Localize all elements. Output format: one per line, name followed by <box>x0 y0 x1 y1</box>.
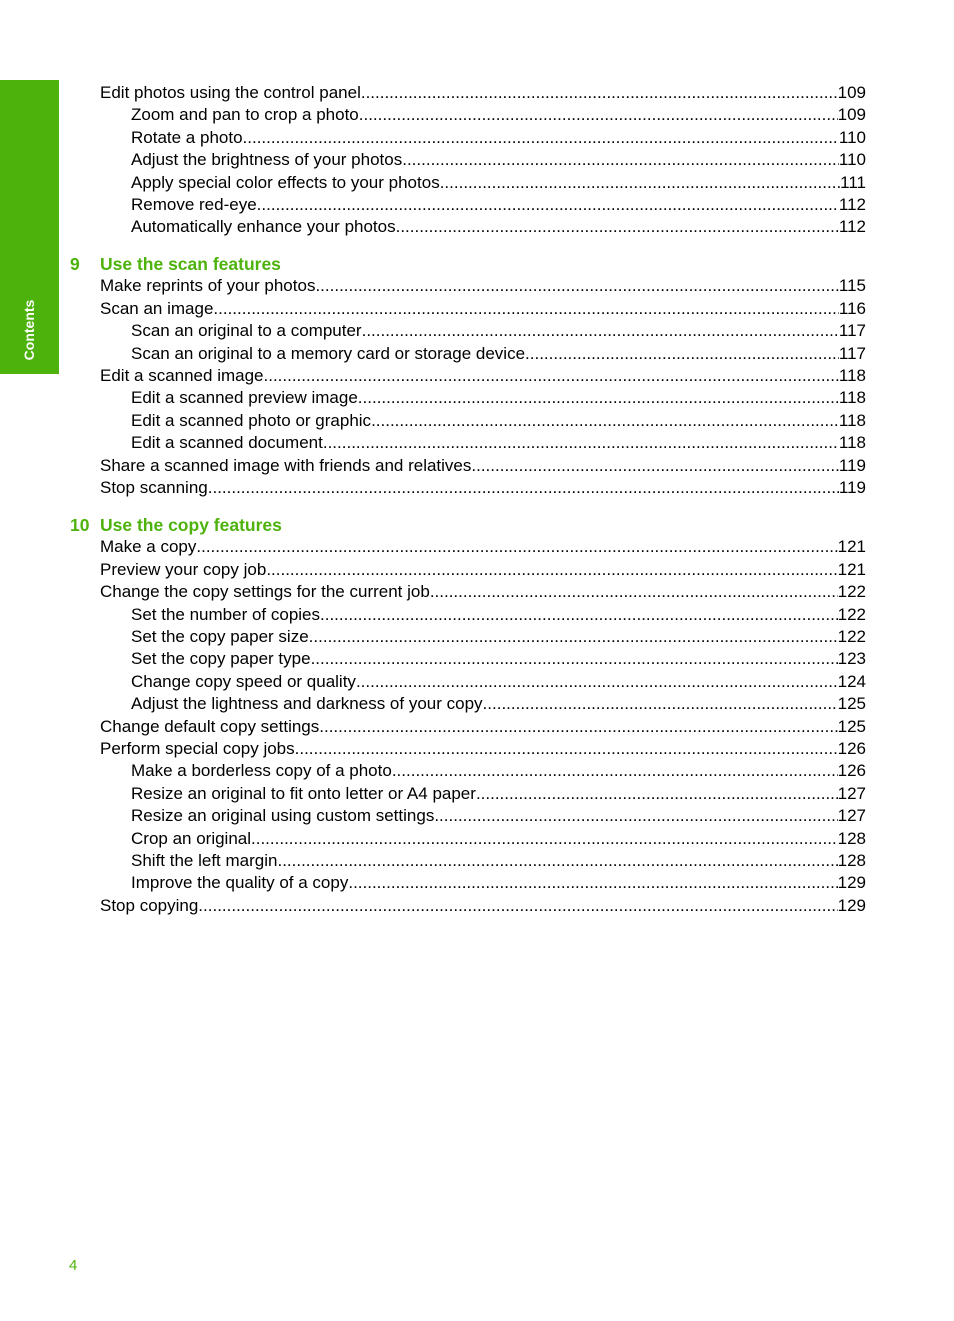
dot-leader <box>251 828 838 850</box>
toc-entry-title: Scan an original to a memory card or storage device <box>131 343 526 363</box>
toc-entry-page: 129 <box>837 873 866 893</box>
toc-entry-title: Make a borderless copy of a photo <box>131 761 392 781</box>
toc-entry-page: 127 <box>837 783 866 803</box>
dot-leader <box>243 127 839 149</box>
dot-leader <box>266 559 837 581</box>
dot-leader <box>358 387 839 409</box>
toc-entry[interactable] <box>100 82 866 104</box>
toc-entry-page: 110 <box>838 127 866 147</box>
toc-entry[interactable] <box>100 275 866 297</box>
toc-entry-page: 122 <box>837 604 866 624</box>
toc-entry-page: 125 <box>837 694 866 714</box>
dot-leader <box>264 365 839 387</box>
toc-entry[interactable] <box>100 477 866 499</box>
dot-leader <box>371 410 839 432</box>
toc-entry-title: Shift the left margin <box>131 851 278 870</box>
toc-entry-page: 121 <box>837 559 866 579</box>
toc-entry-page: 122 <box>837 627 866 646</box>
toc-entry-title: Make a copy <box>100 537 197 557</box>
toc-entry-title: Edit a scanned preview image <box>131 388 358 408</box>
toc-entry-page: 112 <box>838 195 866 214</box>
dot-leader <box>362 320 839 342</box>
toc-entry-title: Change copy speed or quality <box>131 671 356 691</box>
chapter-title: Use the copy features <box>100 515 282 535</box>
dot-leader <box>440 172 840 194</box>
toc-entry[interactable] <box>100 365 866 387</box>
toc-entry-title: Resize an original using custom settings <box>131 806 435 826</box>
toc-entry[interactable] <box>131 648 866 670</box>
chapter-heading[interactable] <box>70 514 282 536</box>
toc-entry-title: Perform special copy jobs <box>100 739 295 758</box>
toc-entry[interactable] <box>100 716 866 738</box>
dot-leader <box>309 626 838 648</box>
toc-entry[interactable] <box>131 693 866 715</box>
dot-leader <box>198 895 837 917</box>
toc-entry-title: Scan an original to a computer <box>131 321 362 341</box>
toc-entry[interactable] <box>131 320 866 342</box>
toc-entry-page: 123 <box>837 649 866 669</box>
toc-entry-title: Edit a scanned image <box>100 366 264 385</box>
dot-leader <box>311 648 838 670</box>
toc-entry-page: 109 <box>837 83 866 102</box>
toc-entry-page: 118 <box>838 433 866 453</box>
toc-entry-page: 110 <box>838 150 866 170</box>
toc-entry-title: Stop copying <box>100 895 199 915</box>
toc-entry[interactable] <box>131 127 866 149</box>
toc-entry-page: 126 <box>837 739 866 758</box>
side-tab-label: Contents <box>21 299 37 361</box>
toc-entry[interactable] <box>131 805 866 827</box>
toc-entry-page: 118 <box>838 388 866 408</box>
toc-entry-page: 126 <box>837 761 866 781</box>
dot-leader <box>295 738 838 760</box>
toc-entry-title: Change the copy settings for the current job <box>100 582 430 602</box>
toc-entry-title: Automatically enhance your photos <box>131 217 396 237</box>
toc-entry-title: Make reprints of your photos <box>100 276 316 296</box>
toc-entry-title: Set the copy paper type <box>131 649 311 669</box>
toc-entry[interactable] <box>131 216 866 238</box>
toc-entry-title: Crop an original <box>131 828 252 848</box>
toc-entry-title: Rotate a photo <box>131 127 243 147</box>
toc-entry-title: Share a scanned image with friends and relatives <box>100 455 472 475</box>
dot-leader <box>196 536 837 558</box>
toc-entry-title: Set the number of copies <box>131 604 321 624</box>
toc-entry[interactable] <box>131 850 866 872</box>
toc-entry-page: 117 <box>838 343 866 363</box>
toc-entry-page: 109 <box>837 105 866 125</box>
toc-entry[interactable] <box>100 738 866 760</box>
dot-leader <box>483 693 838 715</box>
dot-leader <box>320 604 838 626</box>
toc-entry-page: 112 <box>838 217 866 237</box>
toc-entry-title: Set the copy paper size <box>131 627 309 646</box>
toc-entry[interactable] <box>131 194 866 216</box>
toc-entry-page: 128 <box>837 828 866 848</box>
toc-entry[interactable] <box>131 343 866 365</box>
toc-entry[interactable] <box>100 298 866 320</box>
toc-entry-page: 122 <box>837 582 866 602</box>
toc-entry[interactable] <box>131 626 866 648</box>
toc-entry-page: 118 <box>838 410 866 430</box>
toc-entry-title: Change default copy settings <box>100 716 320 736</box>
toc-entry-title: Adjust the lightness and darkness of your copy <box>131 694 483 714</box>
page-number: 4 <box>69 1257 78 1274</box>
toc-entry-page: 116 <box>838 298 866 318</box>
toc-entry-title: Adjust the brightness of your photos <box>131 150 403 170</box>
dot-leader <box>277 850 837 872</box>
dot-leader <box>392 760 838 782</box>
chapter-number: 10 <box>70 515 90 535</box>
toc-entry-page: 119 <box>838 455 866 475</box>
dot-leader <box>348 872 837 894</box>
toc-entry-page: 117 <box>838 321 866 341</box>
toc-entry-title: Preview your copy job <box>100 559 267 579</box>
toc-entry[interactable] <box>100 581 866 603</box>
toc-entry-page: 118 <box>838 366 866 385</box>
toc-entry-page: 124 <box>837 671 866 691</box>
toc-entry-title: Edit a scanned document <box>131 433 323 453</box>
toc-entry[interactable] <box>131 760 866 782</box>
toc-entry[interactable] <box>131 604 866 626</box>
dot-leader <box>430 581 838 603</box>
toc-entry-page: 127 <box>837 806 866 826</box>
toc-entry-title: Zoom and pan to crop a photo <box>131 105 359 125</box>
toc-entry-title: Remove red-eye <box>131 195 257 214</box>
toc-entry[interactable] <box>131 828 866 850</box>
toc-entry[interactable] <box>131 872 866 894</box>
toc-entry-title: Scan an image <box>100 298 214 318</box>
dot-leader <box>213 298 838 320</box>
toc-entry[interactable] <box>131 104 866 126</box>
toc-entry-page: 128 <box>837 851 866 870</box>
toc-entry[interactable] <box>131 410 866 432</box>
toc-entry-page: 115 <box>838 276 866 296</box>
toc-entry-title: Apply special color effects to your photos <box>131 172 440 192</box>
toc-entry[interactable] <box>131 387 866 409</box>
toc-entry[interactable] <box>131 149 866 171</box>
dot-leader <box>319 716 837 738</box>
toc-entry-title: Stop scanning <box>100 478 208 497</box>
toc-entry-page: 119 <box>838 478 866 497</box>
dot-leader <box>257 194 839 216</box>
toc-entry[interactable] <box>100 536 866 558</box>
dot-leader <box>525 343 839 365</box>
chapter-heading[interactable] <box>70 253 281 275</box>
toc-entry[interactable] <box>100 895 866 917</box>
dot-leader <box>356 671 838 693</box>
toc-entry[interactable] <box>131 432 866 454</box>
dot-leader <box>434 805 837 827</box>
chapter-title: Use the scan features <box>100 254 281 274</box>
toc-entry-title: Improve the quality of a copy <box>131 873 349 893</box>
toc-entry-title: Edit a scanned photo or graphic <box>131 410 372 430</box>
toc-entry[interactable] <box>131 783 866 805</box>
toc-entry-title: Edit photos using the control panel <box>100 83 361 102</box>
dot-leader <box>359 104 838 126</box>
toc-entry-page: 121 <box>837 537 866 557</box>
dot-leader <box>361 82 838 104</box>
toc-entry[interactable] <box>100 455 866 477</box>
dot-leader <box>208 477 839 499</box>
toc-entry-title: Resize an original to fit onto letter or A4 paper <box>131 783 476 803</box>
dot-leader <box>323 432 839 454</box>
toc-entry[interactable] <box>100 559 866 581</box>
toc-entry-page: 129 <box>837 895 866 915</box>
dot-leader <box>396 216 839 238</box>
toc-entry-page: 111 <box>840 172 866 192</box>
dot-leader <box>471 455 839 477</box>
dot-leader <box>315 275 838 297</box>
toc-entry-page: 125 <box>837 716 866 736</box>
toc-entry[interactable] <box>131 172 866 194</box>
chapter-number: 9 <box>70 254 80 274</box>
dot-leader <box>476 783 838 805</box>
toc-entry[interactable] <box>131 671 866 693</box>
dot-leader <box>402 149 839 171</box>
